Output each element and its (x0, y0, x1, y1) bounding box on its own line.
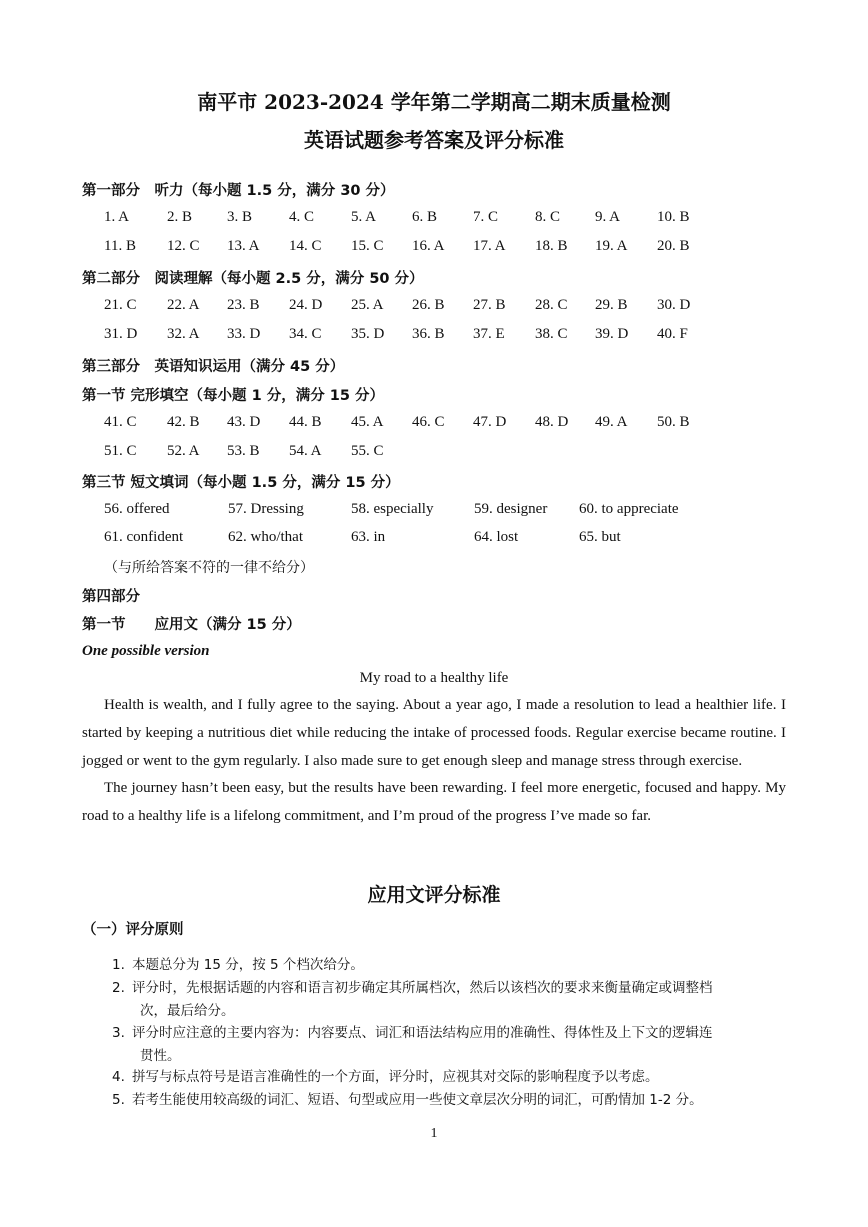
part4-section1-heading: 第一节 应用文（满分 15 分） (82, 617, 301, 633)
rule-text: 若考生能使用较高级的词汇、短语、句型或应用一些使文章层次分明的词汇，可酌情加 1-2 分。 (132, 1092, 703, 1108)
document-title: 南平市 2023-2024 学年第二学期高二期末质量检测 (197, 90, 671, 114)
answer-item: 24. D (289, 297, 323, 313)
answer-item: 23. B (227, 297, 260, 313)
grading-rule (112, 1066, 788, 1089)
part3-section1-heading: 第一节 完形填空（每小题 1 分，满分 15 分） (82, 388, 385, 404)
answer-item: 59. designer (474, 501, 548, 517)
rule-text: 次，最后给分。 (140, 1003, 235, 1019)
grading-rule (112, 977, 788, 1023)
part1-heading: 第一部分 听力（每小题 1.5 分，满分 30 分） (82, 183, 395, 199)
answer-item: 25. A (351, 297, 384, 313)
answer-item: 26. B (412, 297, 445, 313)
answer-item: 63. in (351, 529, 386, 545)
answer-item: 53. B (227, 443, 260, 459)
essay-title: My road to a healthy life (359, 670, 509, 686)
version-label: One possible version (82, 643, 210, 659)
answer-item: 58. especially (351, 501, 434, 517)
answer-item: 9. A (595, 209, 621, 225)
answer-item: 43. D (227, 414, 261, 430)
answer-item: 7. C (473, 209, 499, 225)
answer-item: 6. B (412, 209, 438, 225)
answer-item: 14. C (289, 238, 322, 254)
part2-heading: 第二部分 阅读理解（每小题 2.5 分，满分 50 分） (82, 271, 424, 287)
grading-heading: 应用文评分标准 (367, 884, 501, 906)
answer-item: 64. lost (474, 529, 519, 545)
answer-item: 50. B (657, 414, 690, 430)
answer-item: 42. B (167, 414, 200, 430)
grading-rule (112, 1022, 788, 1068)
page-number: 1 (430, 1126, 438, 1141)
grading-subheading: （一）评分原则 (82, 922, 184, 938)
answer-item: 57. Dressing (228, 501, 304, 517)
answer-item: 45. A (351, 414, 384, 430)
answer-item: 65. but (579, 529, 621, 545)
essay-paragraph: The journey hasn’t been easy, but the results have been rewarding. I feel more energetic, focused and happy. My road to a healthy life is a lifelong commitment, and I’m proud of the progress I’ve made so far. (82, 780, 786, 824)
answer-item: 40. F (657, 326, 688, 342)
answer-item: 27. B (473, 297, 506, 313)
rule-text: 拼写与标点符号是语言准确性的一个方面，评分时，应视其对交际的影响程度予以考虑。 (132, 1069, 659, 1085)
answer-item: 35. D (351, 326, 385, 342)
answer-item: 62. who/that (228, 529, 303, 545)
answer-item: 18. B (535, 238, 568, 254)
answer-item: 46. C (412, 414, 445, 430)
answer-item: 11. B (104, 238, 136, 254)
grading-rule (112, 1089, 788, 1112)
answer-item: 44. B (289, 414, 322, 430)
part4-heading: 第四部分 (82, 589, 140, 605)
answer-item: 54. A (289, 443, 322, 459)
essay-paragraph: Health is wealth, and I fully agree to the saying. About a year ago, I made a resolution to lead a healthier life. I started by keeping a nutritious diet while reducing the intake of processed foods. Regular exercise became routine. I jogged or went to the gym regularly. I also made sure to get enough sleep and manage stress through exercise. (82, 697, 786, 769)
answer-item: 49. A (595, 414, 628, 430)
answer-item: 34. C (289, 326, 322, 342)
answer-item: 17. A (473, 238, 506, 254)
answer-item: 47. D (473, 414, 507, 430)
answer-item: 16. A (412, 238, 445, 254)
answer-item: 12. C (167, 238, 200, 254)
answer-item: 52. A (167, 443, 200, 459)
answer-item: 21. C (104, 297, 137, 313)
rule-number: 1. (112, 957, 125, 973)
answer-item: 10. B (657, 209, 690, 225)
document-subtitle: 英语试题参考答案及评分标准 (304, 128, 564, 152)
scoring-note: （与所给答案不符的一律不给分） (104, 560, 314, 576)
rule-number: 2. (112, 980, 125, 996)
grading-rule (112, 954, 788, 977)
answer-item: 19. A (595, 238, 628, 254)
rule-text: 贯性。 (140, 1048, 181, 1064)
rule-text: 评分时应注意的主要内容为：内容要点、词汇和语法结构应用的准确性、得体性及上下文的逻辑连 (132, 1025, 713, 1041)
answer-item: 31. D (104, 326, 138, 342)
answer-item: 48. D (535, 414, 569, 430)
answer-item: 56. offered (104, 501, 170, 517)
answer-item: 38. C (535, 326, 568, 342)
answer-item: 22. A (167, 297, 200, 313)
answer-item: 13. A (227, 238, 260, 254)
answer-item: 4. C (289, 209, 315, 225)
answer-item: 30. D (657, 297, 691, 313)
answer-item: 55. C (351, 443, 384, 459)
answer-item: 3. B (227, 209, 253, 225)
rule-text: 评分时，先根据话题的内容和语言初步确定其所属档次，然后以该档次的要求来衡量确定或调整档 (132, 980, 713, 996)
answer-item: 20. B (657, 238, 690, 254)
rule-number: 4. (112, 1069, 125, 1085)
answer-item: 15. C (351, 238, 384, 254)
answer-item: 39. D (595, 326, 629, 342)
answer-item: 28. C (535, 297, 568, 313)
rule-text: 本题总分为 15 分，按 5 个档次给分。 (132, 957, 364, 973)
answer-item: 41. C (104, 414, 137, 430)
answer-item: 60. to appreciate (579, 501, 679, 517)
answer-item: 61. confident (104, 529, 184, 545)
answer-item: 5. A (351, 209, 377, 225)
answer-item: 29. B (595, 297, 628, 313)
answer-item: 33. D (227, 326, 261, 342)
answer-item: 37. E (473, 326, 505, 342)
rule-number: 3. (112, 1025, 125, 1041)
part3-section3-heading: 第三节 短文填词（每小题 1.5 分，满分 15 分） (82, 475, 400, 491)
answer-item: 8. C (535, 209, 561, 225)
answer-item: 2. B (167, 209, 193, 225)
rule-number: 5. (112, 1092, 125, 1108)
part3-heading: 第三部分 英语知识运用（满分 45 分） (82, 359, 345, 375)
answer-item: 51. C (104, 443, 137, 459)
answer-item: 1. A (104, 209, 130, 225)
answer-item: 36. B (412, 326, 445, 342)
answer-item: 32. A (167, 326, 200, 342)
